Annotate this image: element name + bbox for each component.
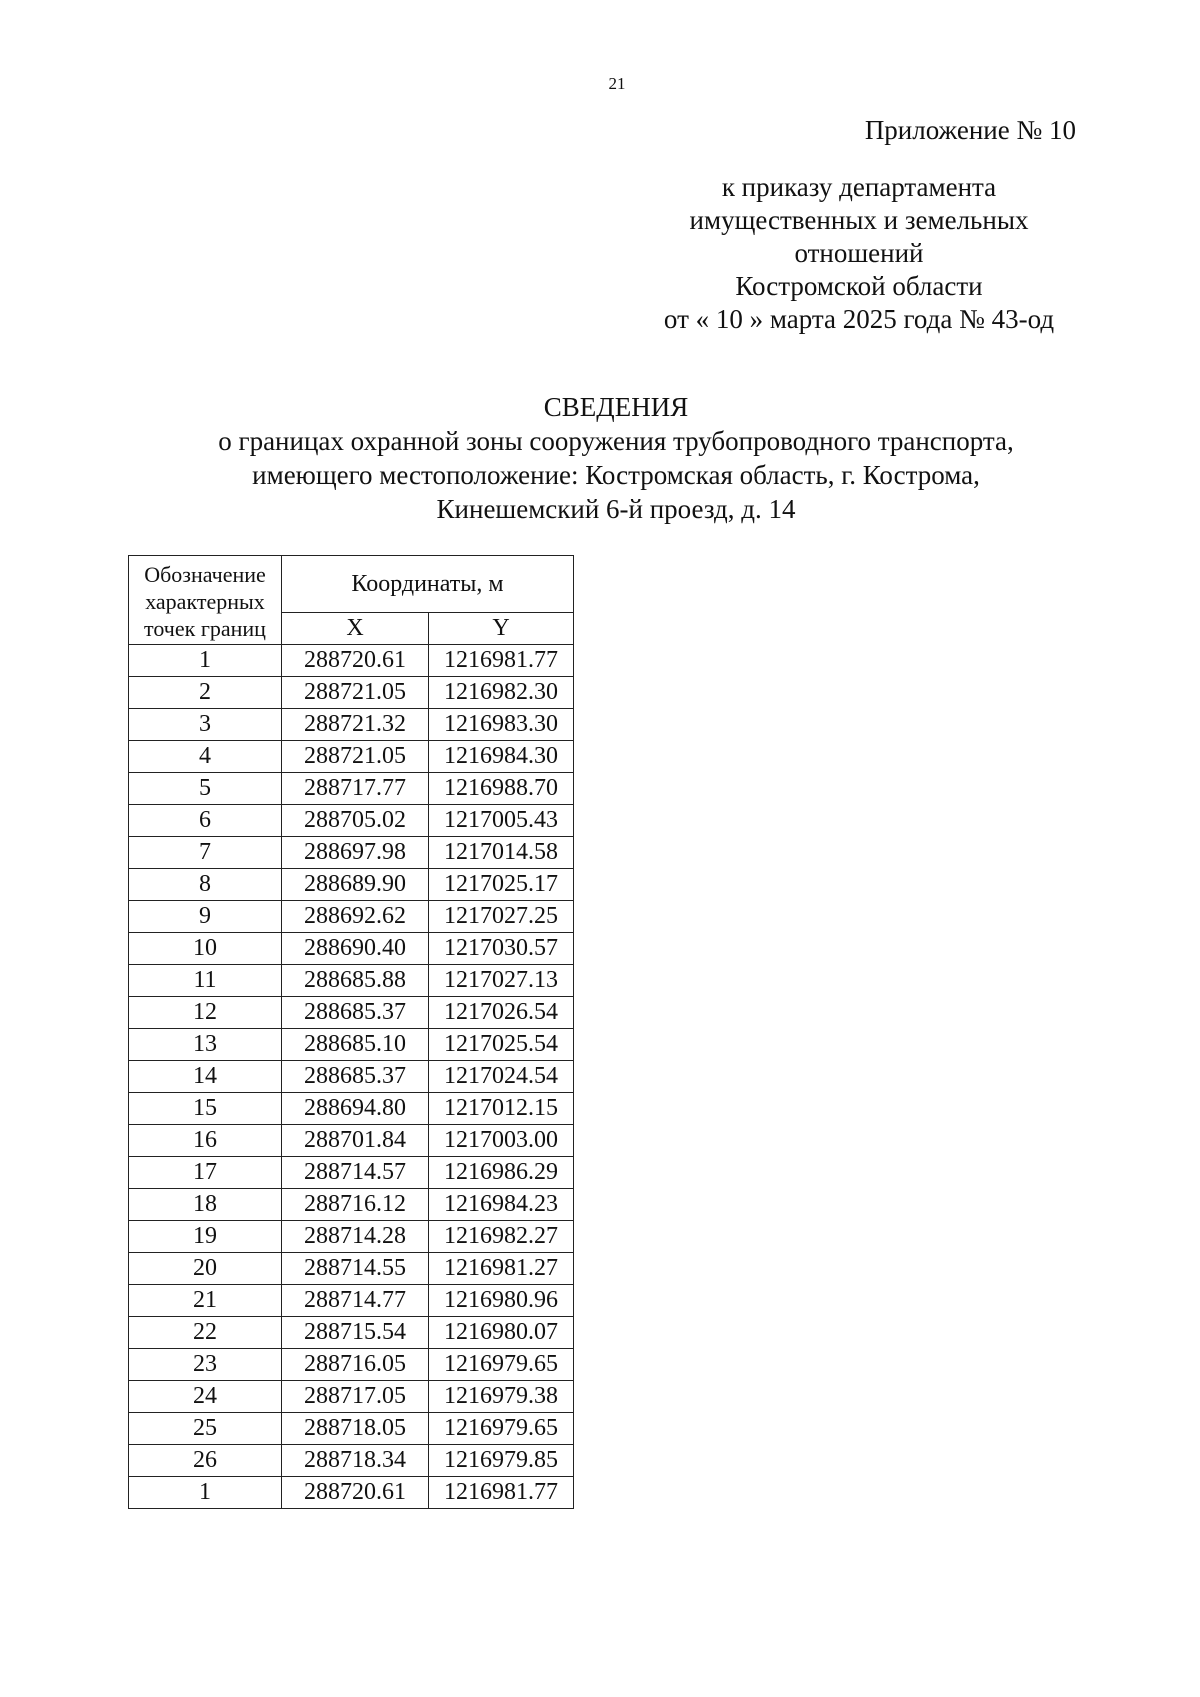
point-column-header: Обозначение характерных точек границ [129,556,282,645]
heading-line: о границах охранной зоны сооружения трубопроводного транспорта, [218,426,1014,456]
y-cell: 1216988.70 [429,773,574,805]
y-cell: 1217024.54 [429,1061,574,1093]
point-cell: 5 [129,773,282,805]
y-cell: 1217003.00 [429,1125,574,1157]
x-cell: 288721.05 [282,741,429,773]
x-cell: 288714.57 [282,1157,429,1189]
point-cell: 15 [129,1093,282,1125]
x-cell: 288697.98 [282,837,429,869]
document-heading [0,390,1200,526]
y-cell: 1216980.96 [429,1285,574,1317]
point-cell: 19 [129,1221,282,1253]
y-cell: 1216982.27 [429,1221,574,1253]
x-cell: 288715.54 [282,1317,429,1349]
y-cell: 1216981.27 [429,1253,574,1285]
x-cell: 288685.37 [282,1061,429,1093]
table-row [129,1285,574,1317]
x-cell: 288705.02 [282,805,429,837]
table-row [129,965,574,997]
point-cell: 12 [129,997,282,1029]
x-cell: 288689.90 [282,869,429,901]
y-cell: 1217027.25 [429,901,574,933]
x-cell: 288714.28 [282,1221,429,1253]
table-row [129,1221,574,1253]
point-cell: 20 [129,1253,282,1285]
coordinates-table-body [129,645,574,1509]
y-cell: 1217030.57 [429,933,574,965]
order-line: отношений [794,238,924,268]
y-cell: 1217014.58 [429,837,574,869]
heading-line: Кинешемский 6-й проезд, д. 14 [436,494,796,524]
point-cell: 21 [129,1285,282,1317]
table-row [129,805,574,837]
x-cell: 288685.10 [282,1029,429,1061]
point-cell: 8 [129,869,282,901]
table-row [129,901,574,933]
point-cell: 1 [129,645,282,677]
order-line: имущественных и земельных [689,205,1029,235]
table-row [129,1317,574,1349]
table-row [129,1125,574,1157]
table-row [129,837,574,869]
y-cell: 1216984.23 [429,1189,574,1221]
table-row [129,869,574,901]
x-cell: 288717.05 [282,1381,429,1413]
appendix-title: Приложение № 10 [864,115,1076,145]
y-cell: 1216981.77 [429,1477,574,1509]
point-cell: 23 [129,1349,282,1381]
y-cell: 1216979.38 [429,1381,574,1413]
x-column-header: X [282,613,429,645]
point-cell: 22 [129,1317,282,1349]
table-row [129,1093,574,1125]
point-cell: 9 [129,901,282,933]
table-row [129,1189,574,1221]
point-cell: 2 [129,677,282,709]
x-cell: 288716.12 [282,1189,429,1221]
point-cell: 4 [129,741,282,773]
y-column-header: Y [429,613,574,645]
point-cell: 13 [129,1029,282,1061]
table-row [129,997,574,1029]
order-reference [620,171,1098,336]
table-row [129,933,574,965]
x-cell: 288701.84 [282,1125,429,1157]
table-row [129,773,574,805]
y-cell: 1216979.65 [429,1413,574,1445]
x-cell: 288720.61 [282,1477,429,1509]
x-cell: 288721.05 [282,677,429,709]
order-line: Костромской области [735,271,983,301]
heading-line: имеющего местоположение: Костромская область, г. Кострома, [252,460,980,490]
y-cell: 1216979.85 [429,1445,574,1477]
point-cell: 17 [129,1157,282,1189]
table-row [129,1157,574,1189]
x-cell: 288721.32 [282,709,429,741]
x-cell: 288694.80 [282,1093,429,1125]
coordinates-table [128,555,574,1509]
table-row [129,1477,574,1509]
y-cell: 1216979.65 [429,1349,574,1381]
x-cell: 288720.61 [282,645,429,677]
x-cell: 288692.62 [282,901,429,933]
point-cell: 10 [129,933,282,965]
order-line: к приказу департамента [721,172,997,202]
table-row [129,709,574,741]
table-row [129,1349,574,1381]
point-cell: 24 [129,1381,282,1413]
x-cell: 288718.34 [282,1445,429,1477]
page-number: 21 [608,74,626,93]
x-cell: 288685.37 [282,997,429,1029]
heading-title: СВЕДЕНИЯ [543,392,689,422]
y-cell: 1217012.15 [429,1093,574,1125]
x-cell: 288714.55 [282,1253,429,1285]
y-cell: 1217027.13 [429,965,574,997]
y-cell: 1217005.43 [429,805,574,837]
table-row [129,1445,574,1477]
x-cell: 288717.77 [282,773,429,805]
table-row [129,1253,574,1285]
table-row [129,1381,574,1413]
y-cell: 1216983.30 [429,709,574,741]
point-cell: 3 [129,709,282,741]
point-cell: 16 [129,1125,282,1157]
y-cell: 1217026.54 [429,997,574,1029]
x-cell: 288690.40 [282,933,429,965]
point-cell: 25 [129,1413,282,1445]
point-cell: 6 [129,805,282,837]
y-cell: 1216986.29 [429,1157,574,1189]
table-row [129,1029,574,1061]
table-row [129,645,574,677]
table-row [129,1413,574,1445]
x-cell: 288716.05 [282,1349,429,1381]
point-cell: 26 [129,1445,282,1477]
x-cell: 288718.05 [282,1413,429,1445]
point-cell: 7 [129,837,282,869]
y-cell: 1217025.17 [429,869,574,901]
table-row [129,677,574,709]
x-cell: 288685.88 [282,965,429,997]
table-row [129,1061,574,1093]
point-cell: 14 [129,1061,282,1093]
coordinates-header: Координаты, м [282,556,574,613]
y-cell: 1217025.54 [429,1029,574,1061]
point-cell: 18 [129,1189,282,1221]
order-date-line: от « 10 » марта 2025 года № 43-од [663,304,1055,334]
y-cell: 1216982.30 [429,677,574,709]
x-cell: 288714.77 [282,1285,429,1317]
point-cell: 11 [129,965,282,997]
y-cell: 1216984.30 [429,741,574,773]
y-cell: 1216980.07 [429,1317,574,1349]
point-cell: 1 [129,1477,282,1509]
table-row [129,741,574,773]
y-cell: 1216981.77 [429,645,574,677]
